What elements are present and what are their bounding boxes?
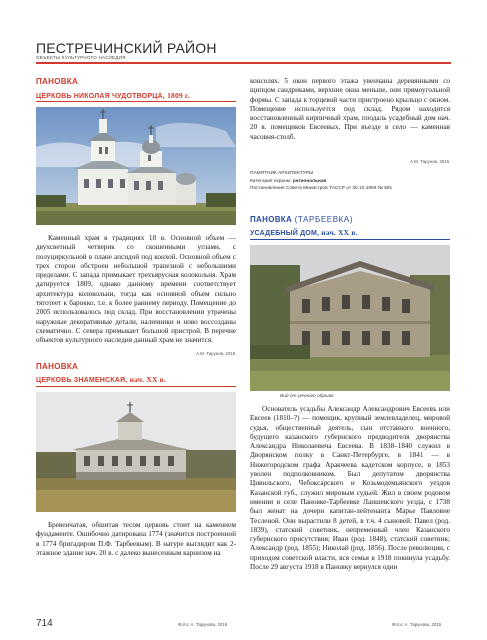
section3-place-suffix: (ТАРБЕЕВКА) [294, 215, 354, 224]
section1-continued-body: консолях. 5 окон первого этажа увенчаны деревянными со щипцом сандриками, верхние окна меньше, они прямоугольной формы. С запада к торцевой части пристроено крыльцо с окном. Помещение используется под склад. Рядом находится восстановленный кирпичный храм, поодаль усадебный дом нач. 20 в. помещиков Евсеевых. При въезде в село — каменная часовня-столб. [250, 77, 450, 141]
monument-decree: Постановление Совета Министров ТАССР от 30.10.1959 № 591 [250, 186, 393, 191]
section1-body: Каменный храм в традициях 18 в. Основной объем — двухсветный четверик со скошенными углами, с полуциркульной в плане апсидой под конхой. Основной объем с трех сторон обстроен небольшой трапезной с небольшими пределами. С запада примыкает трехъярусная колокольня. Храм датируется 1809, однако данному времени соответствует архитектура колокольни, тогда как основной объем сильно тяготеет к барокко, т.е. к более раннему периоду. Помещение до 2005 использовалось под склад. При восстановлении утрачены наружные декоративные детали, наличники и ново воссозданы схематично. С севера примыкает большой пристрой. В перечне объектов культурного наследия данный храм не значится. [36, 234, 236, 345]
monument-category-prefix: Категория охраны: [250, 178, 292, 184]
section3-title-text: УСАДЕБНЫЙ ДОМ, [250, 230, 320, 237]
monument-category [250, 178, 450, 186]
section2-title-text: ЦЕРКОВЬ ЗНАМЕНСКАЯ, [36, 377, 128, 384]
section3-place [250, 215, 353, 224]
region-subtitle: ОБЪЕКТЫ КУЛЬТУРНОГО НАСЛЕДИЯ [36, 55, 126, 60]
monument-category-value: региональная [292, 178, 327, 184]
section1-place: ПАНОВКА [36, 77, 79, 86]
section2-title [36, 375, 166, 384]
section2-place: ПАНОВКА [36, 362, 79, 371]
church-nicholas-photo [36, 107, 236, 225]
section2-title-date: нач. XX в. [129, 375, 166, 384]
section1-credit: А.М. Тарунов, 2015 [196, 351, 236, 356]
section3-title-date: нач. XX в. [321, 228, 358, 237]
monument-type: ПАМЯТНИК АРХИТЕКТУРЫ [250, 171, 314, 176]
church-znamenskaya-photo [36, 392, 236, 512]
region-title: ПЕСТРЕЧИНСКИЙ РАЙОН [36, 40, 217, 56]
section1-title-text: ЦЕРКОВЬ НИКОЛАЯ ЧУДОТВОРЦА, [36, 93, 165, 100]
section3-place-name: ПАНОВКА [250, 215, 293, 224]
section3-title [250, 228, 358, 237]
manor-house-photo [250, 245, 450, 391]
monument-info [250, 170, 450, 193]
section1-title-date: 1809 г. [167, 91, 190, 100]
section1-continued-credit: А.М. Тарунов, 2015 [410, 159, 450, 164]
section2-rule [36, 386, 236, 387]
page-number: 714 [36, 618, 53, 629]
header-rule [36, 62, 451, 64]
section3-body: Основатель усадьбы Александр Александрович Евсеевъ или Евсеев (1810–?) — помещик, крупный землевладелец, мировой судья, общественный деятель, сын отставного военного, будущего казанского губернского предводителя дворянства Александра Николаевича Евсеева. В 1838–1840 служил в Дворянском полку в Санкт-Петербурге, в 1841 — в Нижегородском графа Аракчеева кадетском корпусе, в 1853 уволен подполковником. Был депутатом дворянства Цивильского, Чебоксарского и Козьмодемьянского уездов Казанской губ., служил мировым судьей. Жил в своем родовом имении в селе Пановке-Тарбеевке Лаишевского уезда, с 1738 был женат на дочери капитан-лейтенанта Марье Павловне Тесленой. Они вырастили 8 детей, в т.ч. 4 сыновей: Павел (род. 1839), статский советник, непременный член Казанского губернского присутствия; Иван (род. 1848), статский советник; Александр (род. 1855); Николай (род. 1856). После революции, с приходом советской власти, вся семья в 1918 покинула усадьбу. После 29 августа 1918 в Пановку вернулся один [250, 405, 450, 572]
manor-photo-caption: Вид от речного обрыва [280, 394, 334, 399]
section3-rule [250, 239, 450, 240]
footer-photo-credit-right: Фото: А. Тарунова, 2015 [392, 622, 442, 627]
section1-title [36, 91, 190, 100]
footer-photo-credit-left: Фото: А. Тарунова, 2015 [178, 622, 228, 627]
section2-body: Бревенчатая, обшитая тесом церковь стоит на каменном фундаменте. Ошибочно датирована 1774 (значится построенной в 1774 бригадиром П.Ф. Тарбеевым). В натуре выглядит как 2-этажное здание нач. 20 в. с далеко вынесенным карнизом на [36, 521, 236, 557]
section1-rule [36, 101, 236, 102]
